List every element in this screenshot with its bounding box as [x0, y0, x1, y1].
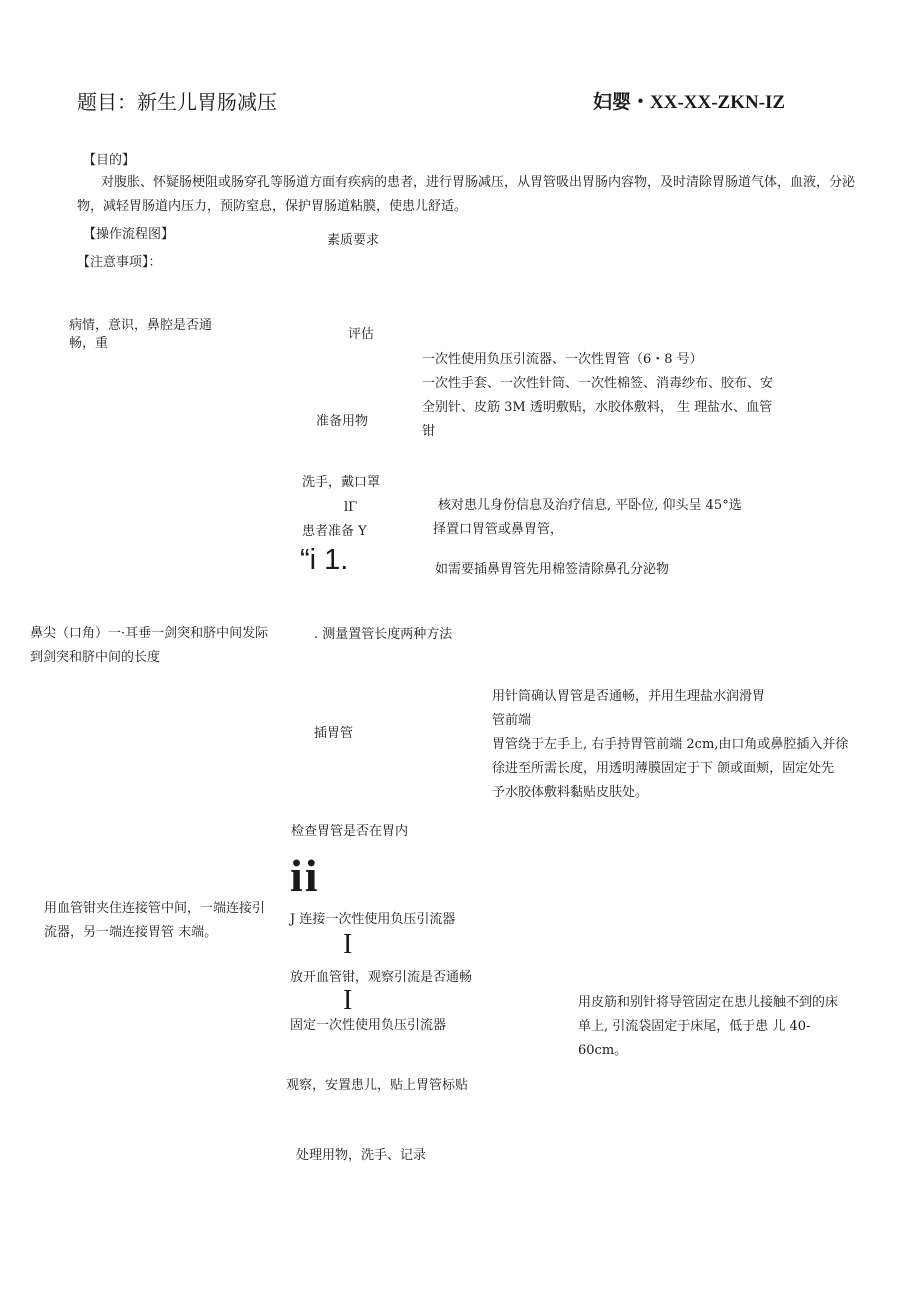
note-prepare-line: 全别针、皮筋 3M 透明敷贴，水胶体敷料， 生 理盐水、血管	[422, 400, 773, 415]
note-clamp: 用血管钳夹住连接管中间，一端连接引流器，另一端连接胃管 末端。	[44, 901, 266, 940]
flowchart-heading: 【操作流程图】	[83, 227, 175, 242]
note-fix-line: 60cm。	[578, 1043, 628, 1058]
flow-step-wash: 洗手，戴口罩	[302, 475, 381, 490]
flow-step-observe: 观察，安置患儿，贴上胃管标贴	[286, 1078, 469, 1093]
note-patient-line: 核对患儿身份信息及治疗信息, 平卧位, 仰头呈 45°选	[438, 498, 742, 513]
note-prepare-line: 钳	[422, 424, 436, 439]
note-assess: 病情，意识，鼻腔是否通畅，重	[69, 318, 213, 351]
purpose-heading: 【目的】	[83, 153, 136, 168]
flow-step-release: 放开血管钳，观察引流是否通畅	[290, 970, 473, 985]
flow-step-patient: 患者准备 Y	[302, 524, 367, 539]
note-fix-line: 单上, 引流袋固定于床尾，低于患 儿 40-	[578, 1019, 811, 1034]
flow-arrow-2: I	[343, 985, 353, 1016]
note-patient-line: 择置口胃管或鼻胃管，	[433, 522, 564, 537]
note-fix	[578, 991, 868, 1063]
flow-step-finish: 处理用物，洗手、记录	[296, 1148, 427, 1163]
flow-mark-a: lΓ	[344, 500, 358, 515]
flow-step-insert: 插胃管	[314, 726, 354, 741]
note-insert-line: 予水胶体敷料黏贴皮肤处。	[492, 785, 649, 800]
note-insert	[492, 685, 882, 805]
flow-mark-b: “i 1.	[300, 544, 349, 576]
flow-step-quality: 素质要求	[327, 233, 380, 248]
note-prepare-line: 一次性使用负压引流器、一次性胃管（6・8 号）	[422, 352, 703, 367]
note-measure: 鼻尖（口角）一·耳垂一剑突和脐中间发际到剑突和脐中间的长度	[30, 626, 269, 665]
flow-arrow-1: I	[343, 929, 353, 960]
note-insert-line: 徐进至所需长度，用透明薄膜固定于下 颌或面颊，固定处先	[492, 761, 835, 776]
flow-step-assess: 评估	[348, 327, 375, 342]
note-prepare	[422, 348, 812, 444]
note-prepare-line: 一次性手套、一次性针筒、一次性棉签、消毒纱布、胶布、安	[422, 376, 774, 391]
note-patient-line: 如需要插鼻胃管先用棉签清除鼻孔分泌物	[435, 562, 670, 577]
document-code: 妇婴・XX-XX-ZKN-IZ	[593, 92, 786, 113]
notes-heading: 【注意事项】：	[77, 255, 162, 270]
flow-step-connect: J 连接一次性使用负压引流器	[290, 912, 456, 927]
note-insert-line: 用针筒确认胃管是否通畅，并用生理盐水润滑胃	[492, 689, 766, 704]
flow-step-prepare: 准备用物	[316, 414, 369, 429]
note-fix-line: 用皮筋和别针将导管固定在患儿接触不到的床	[578, 995, 839, 1010]
page-title: 题目：新生儿胃肠减压	[77, 90, 277, 114]
note-insert-line: 胃管绕于左手上, 右手持胃管前端 2cm,由口角或鼻腔插入并徐	[492, 737, 849, 752]
flow-mark-c: ii	[290, 850, 320, 901]
flow-step-fix: 固定一次性使用负压引流器	[290, 1018, 447, 1033]
note-insert-line: 管前端	[492, 713, 532, 728]
flow-step-check: 检查胃管是否在胃内	[291, 824, 409, 839]
purpose-text: 对腹胀、怀疑肠梗阻或肠穿孔等肠道方面有疾病的患者，进行胃肠减压，从胃管吸出胃肠内容物，及时清除胃肠道气体，血液，分泌物，减轻胃肠道内压力，预防窒息，保护胃肠道粘膜，使患儿舒适。	[77, 175, 856, 214]
flow-step-measure: . 测量置管长度两种方法	[314, 627, 453, 642]
